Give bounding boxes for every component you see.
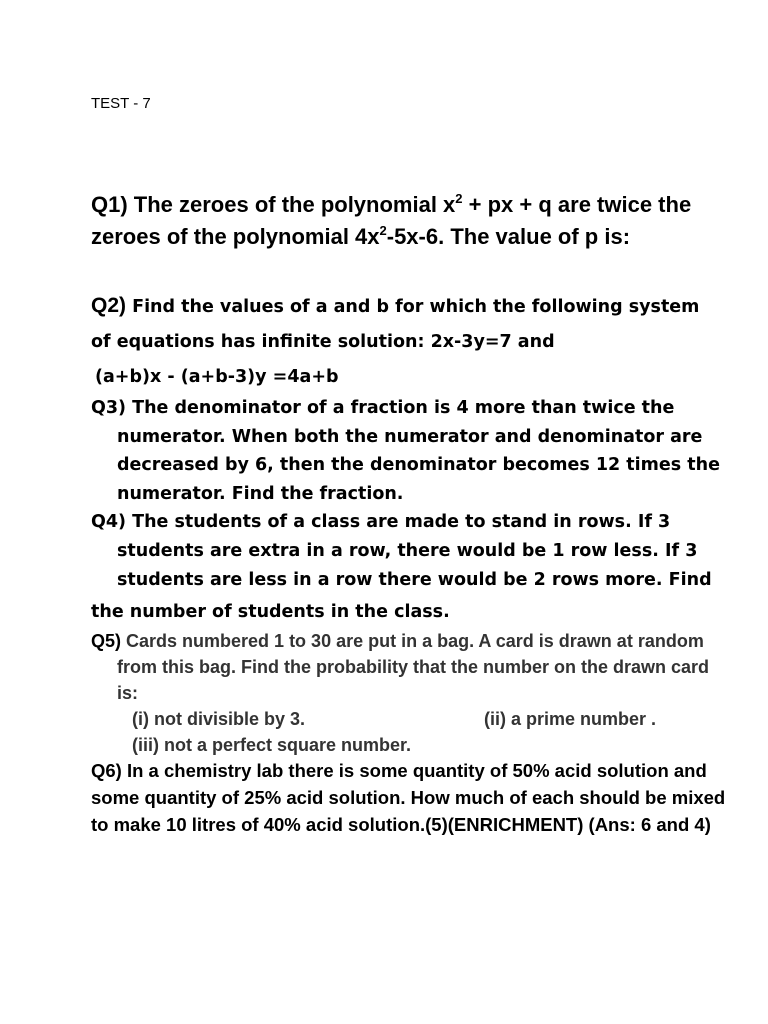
question-5 — [91, 628, 731, 758]
q5-option-ii: (ii) a prime number . — [484, 709, 657, 729]
q5-option-iii: (iii) not a perfect square number. — [132, 735, 412, 755]
q4-text: Q4) The students of a class are made to stand in rows. If 3 students are extra in a row, there would be 1 row less. If 3 students are less in a row there would be 2 rows more. Find — [91, 512, 712, 590]
q5-option-i: (i) not divisible by 3. — [132, 709, 306, 729]
question-3: Q3) The denominator of a fraction is 4 more than twice the numerator. When both the numerator and denominator are decreased by 6, then the denominator becomes 12 times the numerator. Find the fraction. — [91, 398, 720, 504]
q1-text-part2: + px + q are twice the zeroes of the polynomial 4x — [91, 192, 692, 249]
q5-options-row-1 — [91, 706, 731, 732]
question-1 — [91, 189, 751, 253]
question-6: Q6) In a chemistry lab there is some quantity of 50% acid solution and some quantity of 25% acid solution. How much of each should be mixed to make 10 litres of 40% acid solution.(5)(ENRICHMENT) (Ans: 6 and 4) — [91, 760, 726, 835]
q2-label: Q2) — [91, 294, 127, 317]
q2-text: Find the values of a and b for which the following system of equations has infinite solution: 2x-3y=7 and — [91, 297, 700, 352]
q2-equation: (a+b)x - (a+b-3)y =4a+b — [95, 367, 339, 387]
q5-text: Cards numbered 1 to 30 are put in a bag. A card is drawn at random from this bag. Find the probability that the number on the drawn card is: — [117, 631, 710, 703]
test-title: TEST - 7 — [91, 95, 151, 112]
q1-text-part3: -5x-6. The value of p is: — [386, 224, 631, 249]
q5-options-row-2 — [91, 732, 731, 758]
q5-label: Q5) — [91, 631, 122, 651]
q1-superscript-2: 2 — [379, 222, 387, 238]
question-2 — [91, 288, 711, 395]
question-4 — [91, 508, 737, 627]
q4-last-line: the number of students in the class. — [91, 602, 450, 622]
q1-superscript-1: 2 — [455, 190, 463, 206]
q1-text-part1: Q1) The zeroes of the polynomial x — [91, 192, 456, 217]
